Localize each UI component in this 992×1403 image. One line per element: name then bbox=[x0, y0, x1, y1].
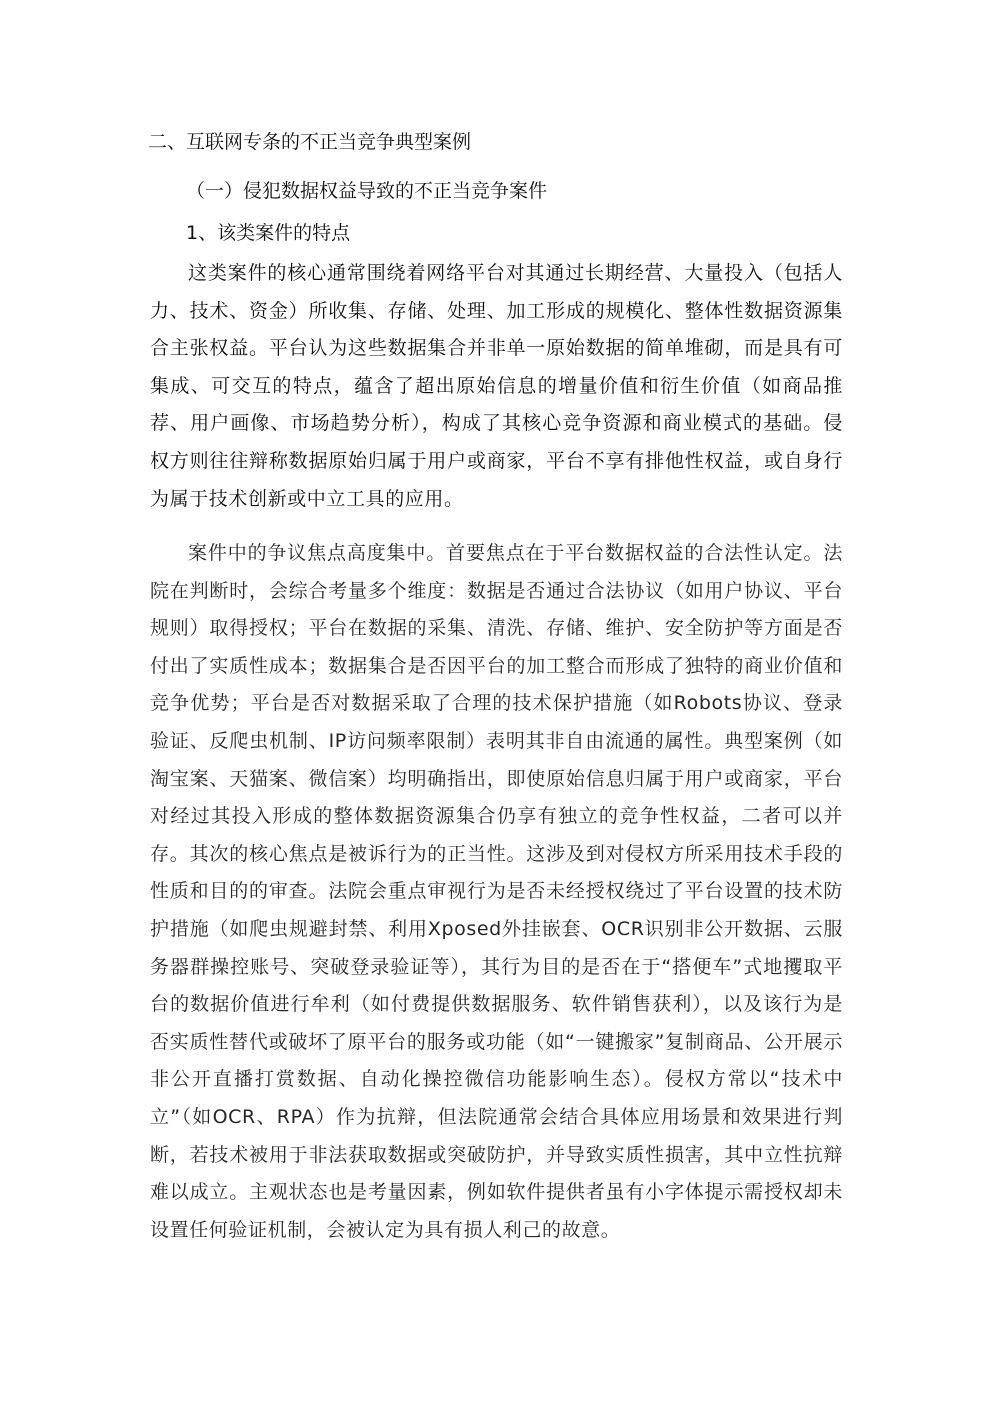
paragraph-dispute-focus: 案件中的争议焦点高度集中。首要焦点在于平台数据权益的合法性认定。法院在判断时，会综合考量多个维度：数据是否通过合法协议（如用户协议、平台规则）取得授权；平台在数据的采集、清洗、存储、维护、安全防护等方面是否付出了实质性成本；数据集合是否因平台的加工整合而形成了独特的商业价值和竞争优势；平台是否对数据采取了合理的技术保护措施（如Robots协议、登录验证、反爬虫机制、IP访问频率限制）表明其非自由流通的属性。典型案例（如淘宝案、天猫案、微信案）均明确指出，即使原始信息归属于用户或商家，平台对经过其投入形成的整体数据资源集合仍享有独立的竞争性权益，二者可以并存。其次的核心焦点是被诉行为的正当性。这涉及到对侵权方所采用技术手段的性质和目的的审查。法院会重点审视行为是否未经授权绕过了平台设置的技术防护措施（如爬虫规避封禁、利用Xposed外挂嵌套、OCR识别非公开数据、云服务器群操控账号、突破登录验证等），其行为目的是否在于“搭便车”式地攫取平台的数据价值进行牟利（如付费提供数据服务、软件销售获利），以及该行为是否实质性替代或破坏了原平台的服务或功能（如“一键搬家”复制商品、公开展示非公开直播打赏数据、自动化操控微信功能影响生态）。侵权方常以“技术中立”（如OCR、RPA）作为抗辩，但法院通常会结合具体应用场景和效果进行判断，若技术被用于非法获取数据或突破防护，并导致实质性损害，其中立性抗辩难以成立。主观状态也是考量因素，例如软件提供者虽有小字体提示需授权却未设置任何验证机制，会被认定为具有损人利己的故意。 bbox=[150, 542, 843, 1241]
paragraph-case-characteristics: 这类案件的核心通常围绕着网络平台对其通过长期经营、大量投入（包括人力、技术、资金）所收集、存储、处理、加工形成的规模化、整体性数据资源集合主张权益。平台认为这些数据集合并非单一原始数据的简单堆砌，而是具有可集成、可交互的特点，蕴含了超出原始信息的增量价值和衍生价值（如商品推荐、用户画像、市场趋势分析），构成了其核心竞争资源和商业模式的基础。侵权方则往往辩称数据原始归属于用户或商家，平台不享有排他性权益，或自身行为属于技术创新或中立工具的应用。 bbox=[150, 262, 843, 510]
item-heading: 1、该类案件的特点 bbox=[186, 222, 351, 244]
section-heading: 二、互联网专条的不正当竞争典型案例 bbox=[148, 131, 472, 153]
subsection-heading: （一）侵犯数据权益导致的不正当竞争案件 bbox=[186, 180, 548, 202]
